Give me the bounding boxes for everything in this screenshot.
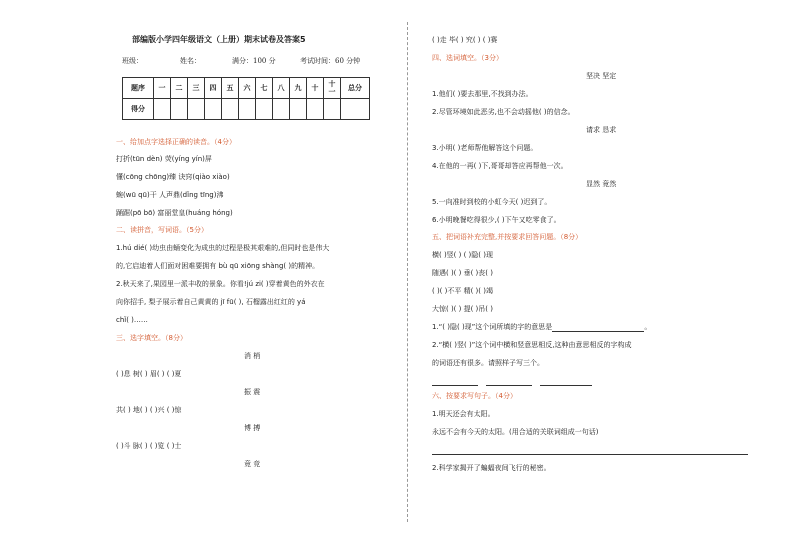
score-cell[interactable] (324, 99, 341, 120)
q6-answer-line[interactable] (432, 446, 748, 455)
score-cell-total[interactable] (341, 99, 370, 120)
col-4: 四 (205, 78, 222, 99)
q4-sentence-6: 6.小明晚餐吃得很少,( )下午又吃零食了。 (432, 216, 561, 224)
class-label: 班级： (122, 57, 143, 65)
q5-note-1: 1.“( )隐( )现”这个词所填的字的意思是 。 (432, 323, 652, 331)
q6-sentence-1: 1.明天还会有太阳。 (432, 410, 495, 418)
name-label: 姓名： (180, 57, 201, 65)
col-11-top: 十 (328, 80, 336, 88)
q2-line-4: 向你招手, 梨子展示着自己黄黄的 jī fū( ), 石榴露出红红的 yá (116, 298, 306, 306)
row-label-score: 得分 (123, 99, 154, 120)
score-cell[interactable] (222, 99, 239, 120)
column-divider (407, 22, 408, 522)
col-7: 七 (256, 78, 273, 99)
q4-sentence-2: 2.尽管环境如此恶劣,也不会动摇他( )的信念。 (432, 108, 575, 116)
col-10: 十 (307, 78, 324, 99)
q5-blank-2[interactable] (486, 377, 532, 386)
q3-char-pair-1: 消 梢 (244, 352, 261, 360)
col-total: 总分 (341, 78, 370, 99)
paper-title: 部编版小学四年级语文（上册）期末试卷及答案5 (132, 35, 306, 44)
section-4-header: 四、选词填空。（3分） (432, 54, 503, 62)
q4-sentence-5: 5.一向准时到校的小虹今天( )迟到了。 (432, 198, 552, 206)
q4-sentence-4: 4.在他的一再( )下,哥哥却答应再帮他一次。 (432, 162, 568, 170)
score-table (122, 77, 370, 120)
score-cell[interactable] (307, 99, 324, 120)
col-6: 六 (239, 78, 256, 99)
q5-blank-3[interactable] (540, 377, 592, 386)
col-2: 二 (171, 78, 188, 99)
score-cell[interactable] (188, 99, 205, 120)
col-11-label (329, 80, 336, 96)
score-cell[interactable] (290, 99, 307, 120)
q1-line-3: 蜿(wū qū)干 人声鼎(dǐng tīng)沸 (116, 191, 224, 199)
score-cell[interactable] (154, 99, 171, 120)
q6-sentence-1b: 永远不会有今天的太阳。(用合适的关联词组成一句话) (432, 428, 599, 436)
q4-word-pair-3: 显然 竟然 (586, 180, 617, 188)
q5-note-1-text: 1.“( )隐( )现”这个词所填的字的意思是 (432, 323, 553, 331)
q2-line-2: 的,它启迪着人们面对困难要拥有 bù qū xiōng shàng( )的精神。 (116, 262, 320, 270)
q1-line-4: 踊踞(pō bō) 富丽堂皇(huáng hóng) (116, 209, 233, 217)
q4-word-pair-1: 坚决 坚定 (586, 72, 617, 80)
left-column (112, 0, 402, 549)
score-table-header-row (123, 78, 370, 99)
col-9: 九 (290, 78, 307, 99)
score-cell[interactable] (273, 99, 290, 120)
q3-line-1: ( )息 树( ) 眉( ) ( )夏 (116, 370, 182, 378)
right-column (418, 0, 758, 549)
score-cell[interactable] (256, 99, 273, 120)
section-3-header: 三、选字填空。（8分） (116, 334, 187, 342)
section-6-header: 六、按要求写句子。（4分） (432, 392, 517, 400)
col-11-bottom: 一 (328, 88, 336, 96)
q4-sentence-3: 3.小明( )老师帮他解答这个问题。 (432, 144, 538, 152)
section-2-header: 二、读拼音，写词语。（5分） (116, 226, 208, 234)
q2-line-3: 2.秋天来了,果园里一派丰收的景象。你看!jú zi( )穿着黄色的外衣在 (116, 280, 325, 288)
q5-row-1: 横( )竖( ) ( )隐( )现 (432, 251, 493, 259)
q5-row-2: 随遇( )( ) 垂( )丧( ) (432, 269, 493, 277)
q5-note-2b: 的词语还有很多。请照样子写三个。 (432, 359, 544, 367)
q5-row-4: 大惊( )( ) 提( )吊( ) (432, 305, 493, 313)
section-5-header: 五、把词语补充完整,并按要求回答问题。（8分） (432, 233, 583, 241)
score-cell[interactable] (239, 99, 256, 120)
q6-answer-line-1 (432, 446, 748, 455)
q3-line-2: 共( ) 地( ) ( )兴 ( )惊 (116, 406, 182, 414)
q4-sentence-1: 1.他们( )要去那里,不找到办法。 (432, 90, 533, 98)
q3-char-pair-2: 振 震 (244, 388, 261, 396)
q1-line-2: 懂(cōng chōng)臻 诀窍(qiào xiào) (116, 173, 230, 181)
q3-char-pair-4: 竟 竞 (244, 460, 261, 468)
q1-line-1: 打折(tūn dèn) 荧(yíng yín)屏 (116, 155, 212, 163)
col-8: 八 (273, 78, 290, 99)
full-score-label: 满分：100 分 (232, 57, 276, 65)
score-table-score-row (123, 99, 370, 120)
q5-row-3: ( )( )不平 精( )( )竭 (432, 287, 493, 295)
col-11 (324, 78, 341, 99)
q3-char-pair-3: 博 搏 (244, 424, 261, 432)
q5-blank-1[interactable] (432, 377, 478, 386)
q5-answer-line[interactable] (552, 323, 644, 332)
score-cell[interactable] (171, 99, 188, 120)
q3-line-4: ( )走 毕( ) 究( ) ( )赛 (432, 36, 498, 44)
q4-word-pair-2: 请求 恳求 (586, 126, 617, 134)
section-1-header: 一、给加点字选择正确的读音。（4分） (116, 138, 236, 146)
q5-note-2a: 2.“横( )竖( )”这个词中横和竖意思相反,这种由意思相反的字构成 (432, 341, 632, 349)
q2-line-5: chǐ( )…… (116, 316, 148, 324)
col-5: 五 (222, 78, 239, 99)
score-cell[interactable] (205, 99, 222, 120)
q6-sentence-2: 2.科学家揭开了蝙蝠夜间飞行的秘密。 (432, 464, 551, 472)
q5-answer-blanks (432, 377, 592, 386)
col-1: 一 (154, 78, 171, 99)
row-label-order: 题序 (123, 78, 154, 99)
q2-line-1: 1.hú dié( )幼虫由蛹变化为成虫的过程是极其艰难的,但同时也是伟大 (116, 244, 330, 252)
q3-line-3: ( )斗 脉( ) ( )览 ( )士 (116, 442, 182, 450)
col-3: 三 (188, 78, 205, 99)
exam-time-label: 考试时间：60 分钟 (300, 57, 361, 65)
